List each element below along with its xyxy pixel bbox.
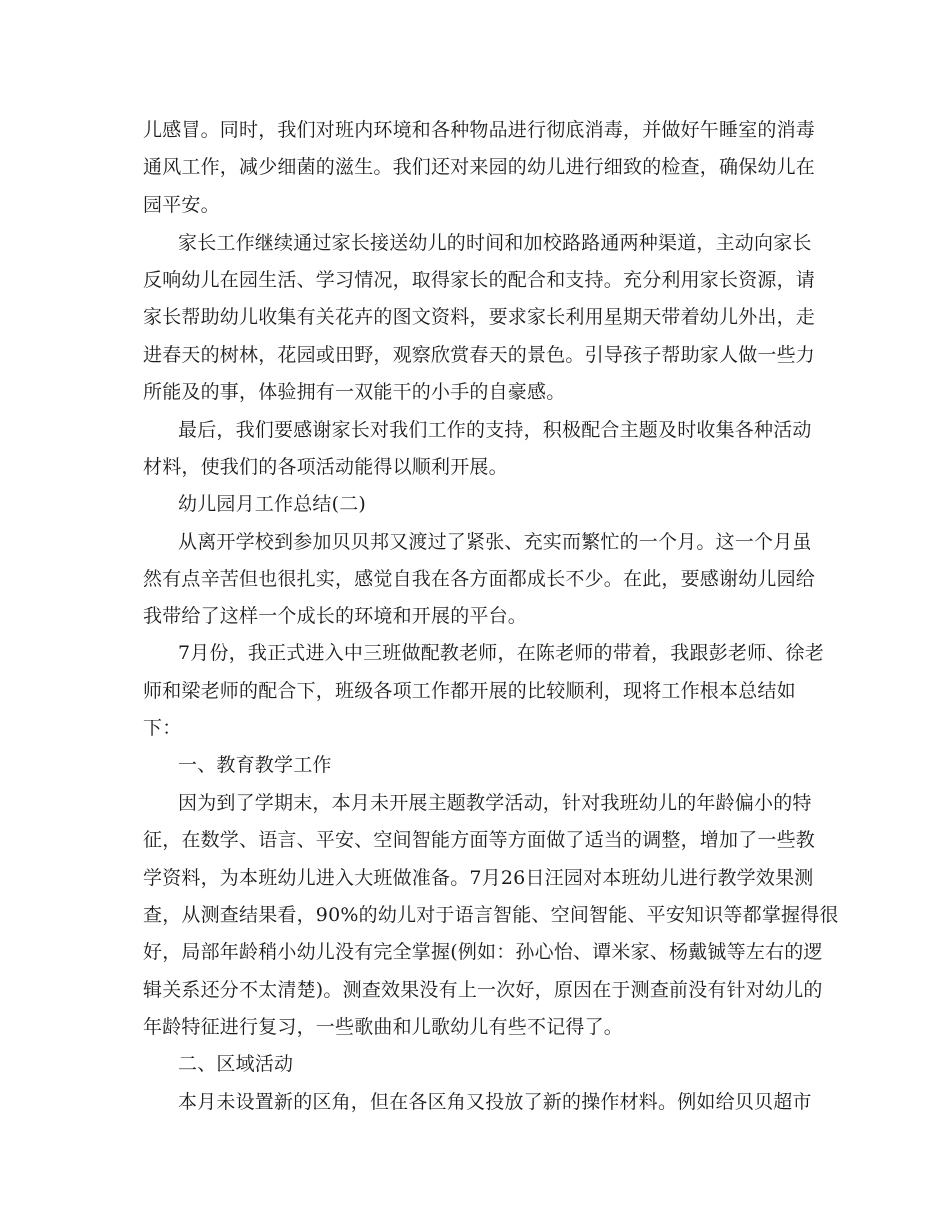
text-line: 园平安。 — [143, 194, 220, 216]
paragraph-start: 因为到了学期末，本月未开展主题教学活动，针对我班幼儿的年龄偏小的特 — [178, 792, 812, 814]
section-heading: 二、区域活动 — [178, 1053, 294, 1075]
text-line: 材料，使我们的各项活动能得以顺利开展。 — [143, 456, 508, 478]
text-line: 查，从测查结果看，90%的幼儿对于语言智能、空间智能、平安知识等都掌握得很 — [143, 904, 839, 926]
paragraph-start: 本月未设置新的区角，但在各区角又投放了新的操作材料。例如给贝贝超市 — [178, 1091, 812, 1113]
text-line: 征，在数学、语言、平安、空间智能方面等方面做了适当的调整，增加了一些教 — [143, 829, 816, 851]
text-line: 学资料，为本班幼儿进入大班做准备。7月26日汪园对本班幼儿进行教学效果测 — [143, 867, 814, 889]
text-line: 辑关系还分不太清楚)。测查效果没有上一次好，原因在于测查前没有针对幼儿的 — [143, 979, 823, 1001]
paragraph-start: 7月份，我正式进入中三班做配教老师，在陈老师的带着，我跟彭老师、徐老 — [178, 642, 824, 664]
text-line: 所能及的事，体验拥有一双能干的小手的自豪感。 — [143, 381, 566, 403]
text-line: 师和梁老师的配合下，班级各项工作都开展的比较顺利，现将工作根本总结如 — [143, 680, 796, 702]
section-heading: 一、教育教学工作 — [178, 754, 332, 776]
section-title: 幼儿园月工作总结(二) — [178, 493, 367, 515]
text-line: 下： — [143, 717, 182, 739]
text-line: 儿感冒。同时，我们对班内环境和各种物品进行彻底消毒，并做好午睡室的消毒 — [143, 119, 816, 141]
text-line: 我带给了这样一个成长的环境和开展的平台。 — [143, 605, 528, 627]
text-line: 通风工作，减少细菌的滋生。我们还对来园的幼儿进行细致的检查，确保幼儿在 — [143, 156, 816, 178]
text-line: 家长帮助幼儿收集有关花卉的图文资料，要求家长利用星期天带着幼儿外出，走 — [143, 306, 816, 328]
paragraph-start: 最后，我们要感谢家长对我们工作的支持，积极配合主题及时收集各种活动 — [178, 419, 812, 441]
text-line: 好，局部年龄稍小幼儿没有完全掌握(例如：孙心怡、谭米家、杨戴铖等左右的逻 — [143, 941, 823, 963]
text-line: 进春天的树林，花园或田野，观察欣赏春天的景色。引导孩子帮助家人做一些力 — [143, 344, 816, 366]
text-line: 年龄特征进行复习，一些歌曲和儿歌幼儿有些不记得了。 — [143, 1016, 624, 1038]
text-line: 然有点辛苦但也很扎实，感觉自我在各方面都成长不少。在此，要感谢幼儿园给 — [143, 568, 816, 590]
text-line: 反响幼儿在园生活、学习情况，取得家长的配合和支持。充分利用家长资源，请 — [143, 269, 816, 291]
paragraph-start: 家长工作继续通过家长接送幼儿的时间和加校路路通两种渠道，主动向家长 — [178, 232, 812, 254]
paragraph-start: 从离开学校到参加贝贝邦又渡过了紧张、充实而繁忙的一个月。这一个月虽 — [178, 531, 812, 553]
